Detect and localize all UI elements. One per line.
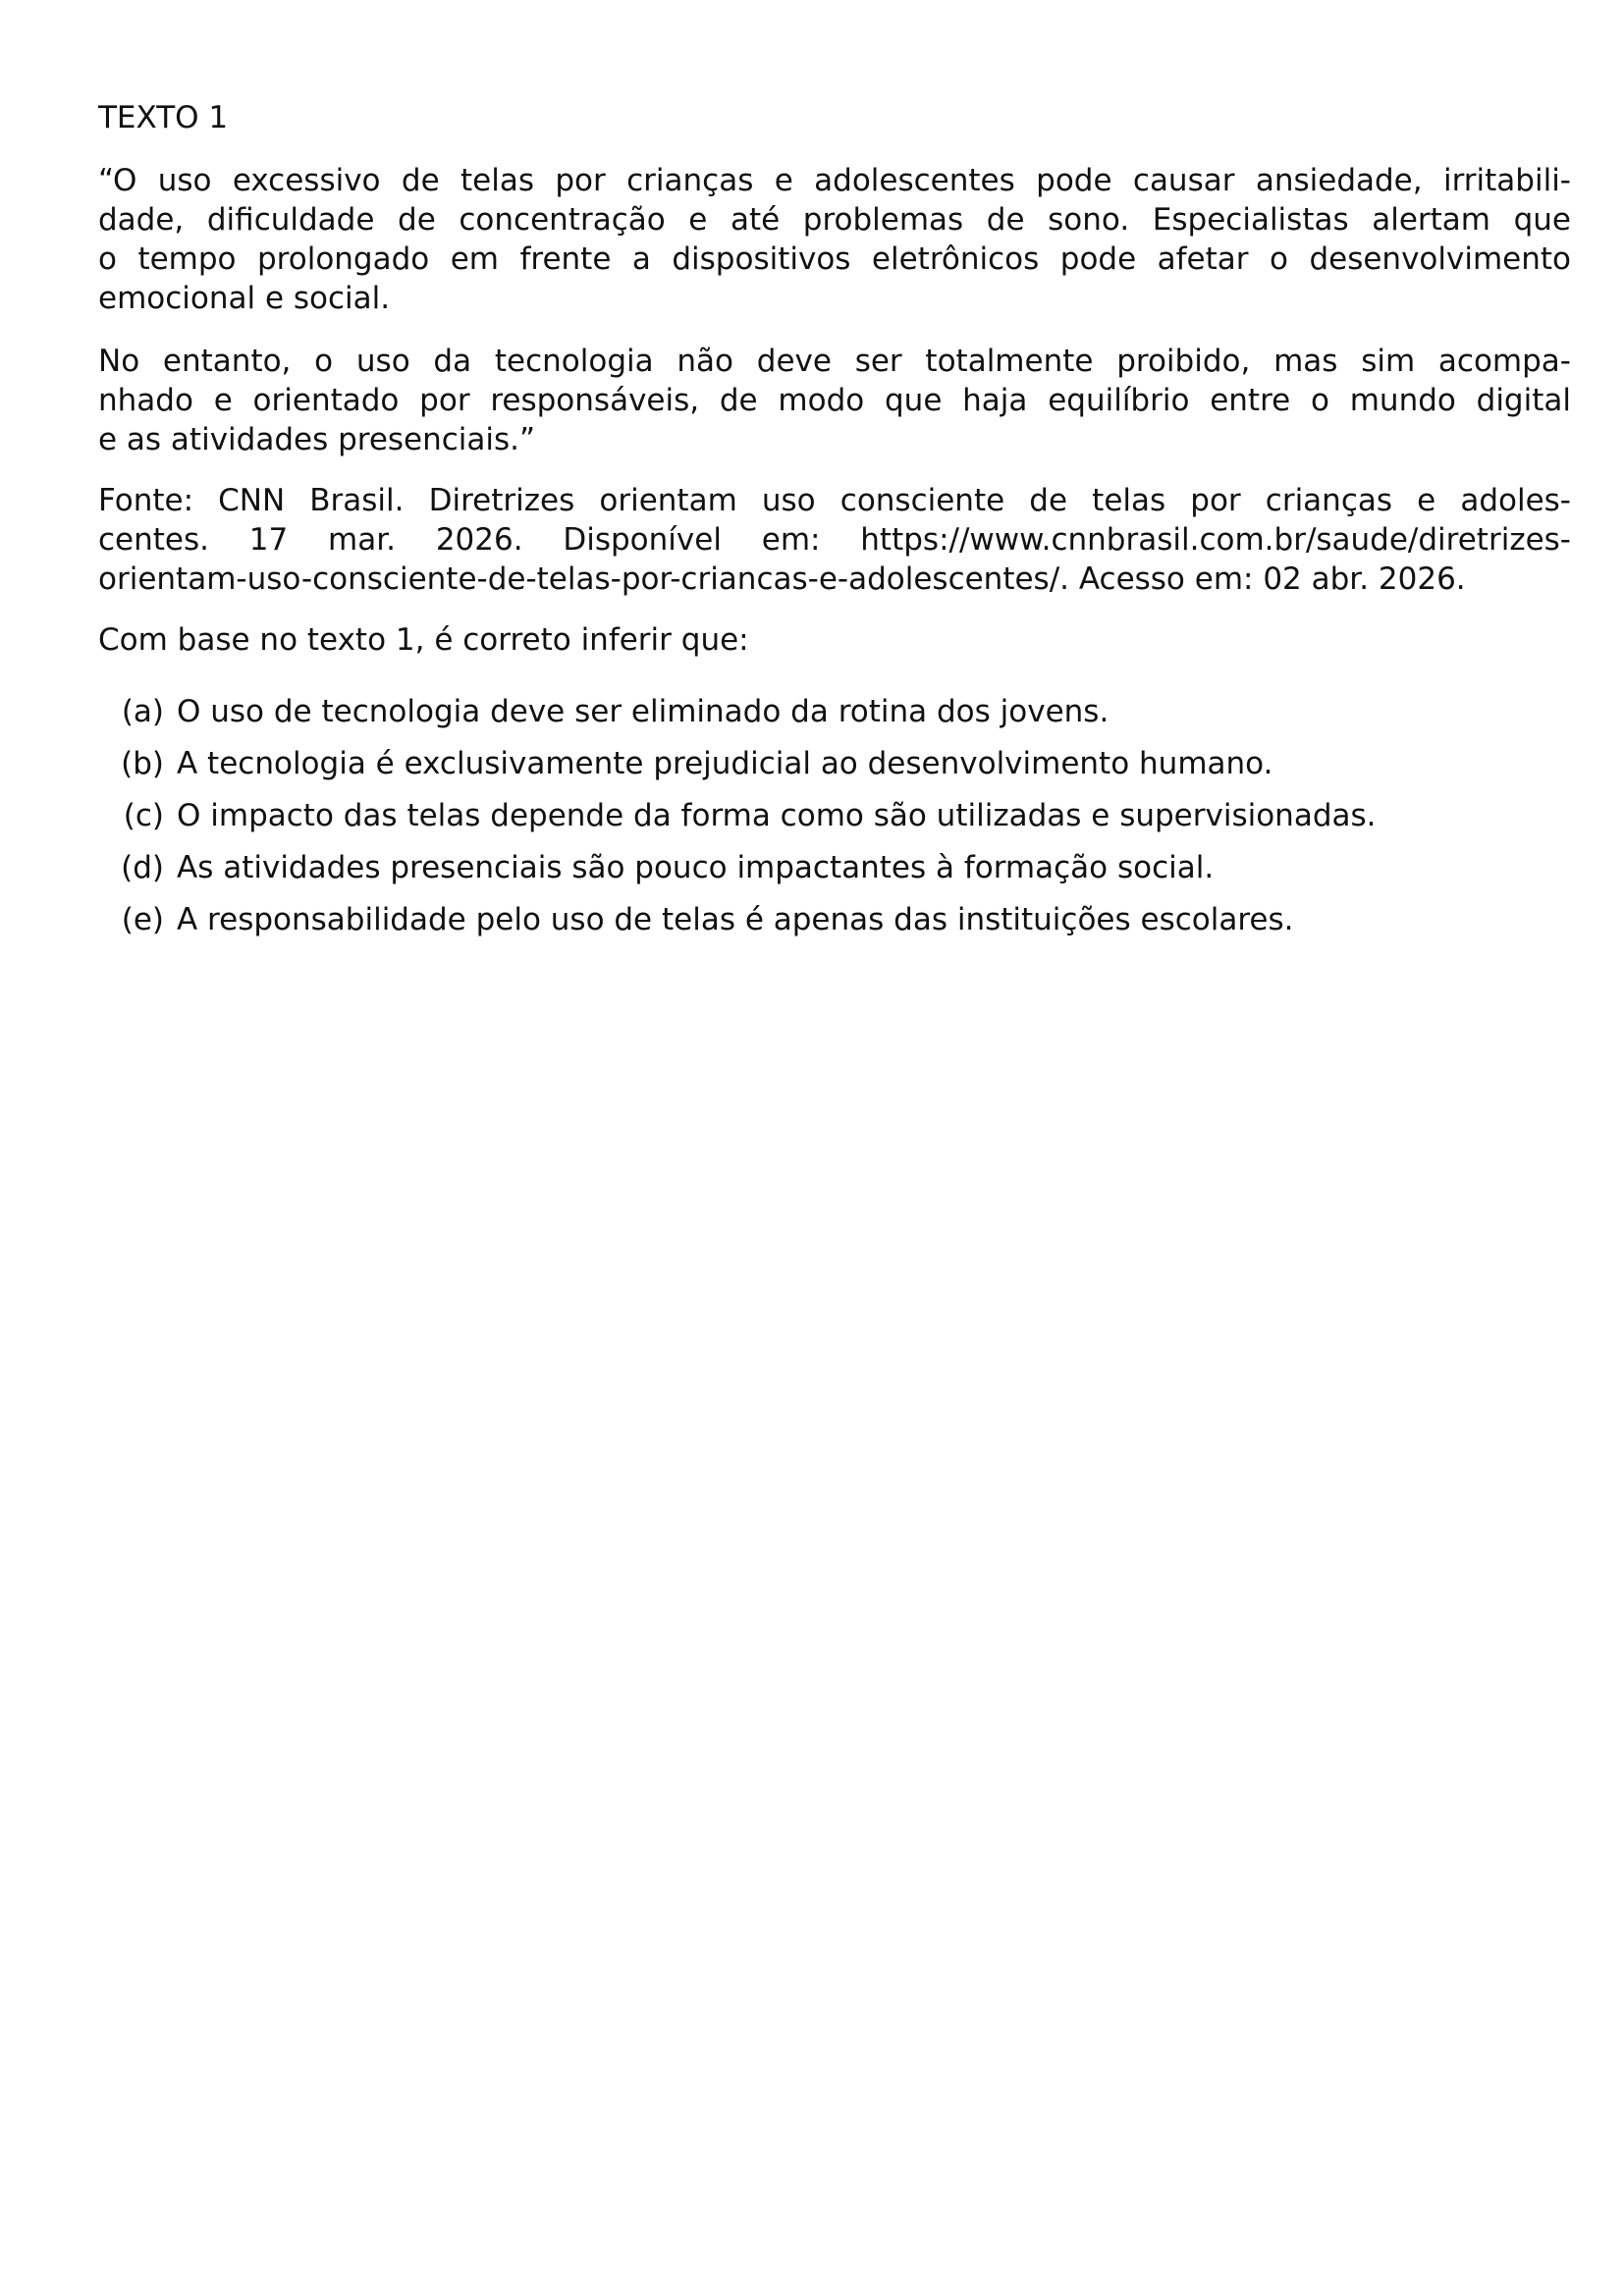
option-text: A tecnologia é exclusivamente prejudicial ao desenvolvimento humano.	[177, 746, 1273, 781]
option-b	[98, 744, 1571, 796]
paragraph-line: No entanto, o uso da tecnologia não deve ser totalmente proibido, mas sim acompa-	[98, 344, 1571, 379]
paragraph-line: e as atividades presenciais.”	[98, 422, 536, 457]
option-letter: (b)	[121, 746, 164, 781]
option-letter: (e)	[121, 902, 164, 937]
option-text: O impacto das telas depende da forma como são utilizadas e supervisionadas.	[177, 798, 1377, 833]
option-text: A responsabilidade pelo uso de telas é apenas das instituições escolares.	[177, 902, 1294, 937]
paragraph-line: o tempo prolongado em frente a dispositivos eletrônicos pode afetar o desenvolvimento	[98, 241, 1571, 277]
option-text: O uso de tecnologia deve ser eliminado da rotina dos jovens.	[177, 694, 1110, 729]
answer-options	[98, 692, 1571, 952]
paragraph-line: nhado e orientado por responsáveis, de modo que haja equilíbrio entre o mundo digital	[98, 383, 1571, 418]
citation-line: centes. 17 mar. 2026. Disponível em: https://www.cnnbrasil.com.br/saude/diretrizes-	[98, 522, 1571, 558]
option-letter: (d)	[121, 850, 164, 885]
option-letter: (c)	[123, 798, 164, 833]
paragraph-line: dade, dificuldade de concentração e até problemas de sono. Especialistas alertam que	[98, 202, 1571, 238]
question-stem	[98, 620, 1571, 660]
option-text: As atividades presenciais são pouco impactantes à formação social.	[177, 850, 1215, 885]
citation-line: orientam-uso-consciente-de-telas-por-criancas-e-adolescentes/. Acesso em: 02 abr. 2026.	[98, 561, 1466, 597]
option-e	[98, 900, 1571, 952]
source-citation	[98, 481, 1571, 599]
paragraph-line: “O uso excessivo de telas por crianças e adolescentes pode causar ansiedade, irritabili-	[98, 163, 1571, 198]
option-a	[98, 692, 1571, 744]
text-title: TEXTO 1	[98, 100, 229, 135]
paragraph-line: emocional e social.	[98, 281, 391, 316]
question-text: Com base no texto 1, é correto inferir que:	[98, 622, 749, 658]
option-d	[98, 848, 1571, 900]
quote-paragraph-2	[98, 342, 1571, 459]
option-c	[98, 796, 1571, 848]
citation-line: Fonte: CNN Brasil. Diretrizes orientam uso consciente de telas por crianças e adoles-	[98, 483, 1571, 518]
quote-paragraph-1	[98, 161, 1571, 318]
option-letter: (a)	[121, 694, 164, 729]
